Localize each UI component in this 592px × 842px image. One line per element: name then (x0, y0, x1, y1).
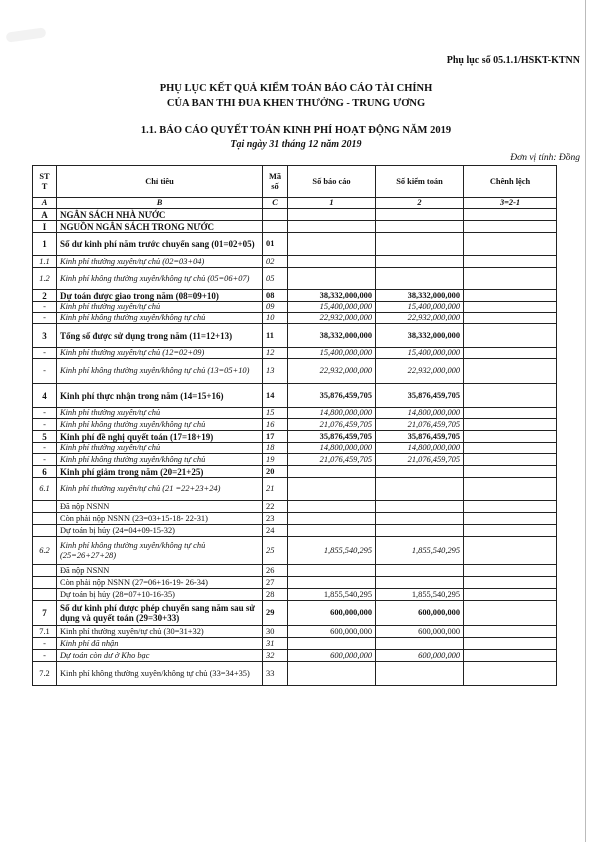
table-row (33, 454, 557, 466)
row-stt: A (33, 209, 57, 221)
row-so-kiem-toan: 22,932,000,000 (376, 359, 464, 384)
row-so-bao-cao (288, 525, 376, 537)
table-row (33, 466, 557, 478)
row-stt: - (33, 408, 57, 419)
row-chenh-lech (464, 577, 557, 589)
table-row (33, 513, 557, 525)
row-label: Kinh phí đã nhận (57, 638, 263, 650)
table-row (33, 662, 557, 686)
row-label: Kinh phí thực nhận trong năm (14=15+16) (57, 384, 263, 408)
row-so-bao-cao (288, 513, 376, 525)
row-so-bao-cao (288, 221, 376, 233)
row-label: Kinh phí giảm trong năm (20=21+25) (57, 466, 263, 478)
row-stt: 5 (33, 431, 57, 443)
code-chenh-lech: 3=2-1 (464, 198, 557, 209)
row-stt (33, 501, 57, 513)
row-label: Kinh phí không thường xuyên/không tự chủ (05=06+07) (57, 268, 263, 290)
row-so-kiem-toan (376, 209, 464, 221)
row-label: Còn phải nộp NSNN (27=06+16-19- 26-34) (57, 577, 263, 589)
row-so-bao-cao: 35,876,459,705 (288, 384, 376, 408)
row-label: Đã nộp NSNN (57, 501, 263, 513)
row-ma-so: 28 (263, 589, 288, 601)
table-row (33, 290, 557, 302)
table-row (33, 478, 557, 501)
row-stt: - (33, 650, 57, 662)
row-so-bao-cao (288, 501, 376, 513)
row-stt (33, 513, 57, 525)
table-header-row (33, 166, 557, 198)
row-label: Kinh phí thường xuyên/tự chủ (30=31+32) (57, 626, 263, 638)
table-row (33, 589, 557, 601)
row-so-bao-cao: 15,400,000,000 (288, 348, 376, 359)
row-ma-so: 23 (263, 513, 288, 525)
row-so-kiem-toan: 15,400,000,000 (376, 348, 464, 359)
row-chenh-lech (464, 209, 557, 221)
row-so-kiem-toan: 38,332,000,000 (376, 290, 464, 302)
row-chenh-lech (464, 348, 557, 359)
row-chenh-lech (464, 589, 557, 601)
table-row (33, 431, 557, 443)
row-chenh-lech (464, 233, 557, 256)
header-so-bao-cao: Số báo cáo (288, 166, 376, 198)
table-row (33, 525, 557, 537)
row-label: Kinh phí không thường xuyên/không tự chủ (13=05+10) (57, 359, 263, 384)
row-stt: 7.2 (33, 662, 57, 686)
row-stt: - (33, 359, 57, 384)
row-so-kiem-toan: 600,000,000 (376, 650, 464, 662)
row-stt (33, 589, 57, 601)
row-so-kiem-toan (376, 513, 464, 525)
row-ma-so: 08 (263, 290, 288, 302)
row-chenh-lech (464, 626, 557, 638)
row-chenh-lech (464, 359, 557, 384)
row-stt: 7.1 (33, 626, 57, 638)
row-ma-so: 24 (263, 525, 288, 537)
row-stt: - (33, 419, 57, 431)
row-label: Kinh phí không thường xuyên/không tự chủ (33=34+35) (57, 662, 263, 686)
row-chenh-lech (464, 384, 557, 408)
table-row (33, 313, 557, 324)
row-stt: - (33, 454, 57, 466)
row-so-kiem-toan (376, 638, 464, 650)
row-chenh-lech (464, 302, 557, 313)
table-row (33, 565, 557, 577)
row-so-bao-cao (288, 565, 376, 577)
document-title: PHỤ LỤC KẾT QUẢ KIỂM TOÁN BÁO CÁO TÀI CHÍNH (159, 83, 433, 94)
row-so-kiem-toan (376, 501, 464, 513)
row-ma-so: 32 (263, 650, 288, 662)
row-ma-so: 11 (263, 324, 288, 348)
row-so-bao-cao (288, 268, 376, 290)
row-so-kiem-toan (376, 256, 464, 268)
table-row (33, 209, 557, 221)
row-so-kiem-toan (376, 525, 464, 537)
row-ma-so: 18 (263, 443, 288, 454)
row-stt: - (33, 313, 57, 324)
header-chenh-lech: Chênh lệch (464, 166, 557, 198)
row-label: Đã nộp NSNN (57, 565, 263, 577)
row-ma-so: 33 (263, 662, 288, 686)
row-stt (33, 577, 57, 589)
row-label: Còn phải nộp NSNN (23=03+15-18- 22-31) (57, 513, 263, 525)
table-row (33, 537, 557, 565)
row-label: Dự toán bị hủy (24=04+09-15-32) (57, 525, 263, 537)
row-label: Kinh phí không thường xuyên/không tự chủ (57, 454, 263, 466)
table-row (33, 408, 557, 419)
row-so-bao-cao (288, 209, 376, 221)
row-chenh-lech (464, 313, 557, 324)
row-stt: 7 (33, 601, 57, 626)
row-so-bao-cao: 21,076,459,705 (288, 419, 376, 431)
table-row (33, 638, 557, 650)
row-so-bao-cao: 600,000,000 (288, 601, 376, 626)
row-stt: - (33, 302, 57, 313)
row-so-kiem-toan: 15,400,000,000 (376, 302, 464, 313)
row-so-kiem-toan: 600,000,000 (376, 626, 464, 638)
row-so-kiem-toan: 35,876,459,705 (376, 431, 464, 443)
table-row (33, 501, 557, 513)
row-ma-so: 05 (263, 268, 288, 290)
row-chenh-lech (464, 454, 557, 466)
row-so-kiem-toan: 14,800,000,000 (376, 408, 464, 419)
header-stt: ST T (33, 166, 57, 198)
row-stt: 1.2 (33, 268, 57, 290)
row-label: Số dư kinh phí được phép chuyển sang năm sau sử dụng và quyết toán (29=30+33) (57, 601, 263, 626)
row-ma-so: 09 (263, 302, 288, 313)
row-so-kiem-toan (376, 221, 464, 233)
scan-smudge (5, 27, 46, 42)
row-so-bao-cao (288, 233, 376, 256)
row-ma-so (263, 209, 288, 221)
currency-unit: Đơn vị tính: Đồng (510, 153, 580, 163)
row-ma-so: 16 (263, 419, 288, 431)
row-chenh-lech (464, 565, 557, 577)
code-kiem-toan: 2 (376, 198, 464, 209)
row-ma-so: 17 (263, 431, 288, 443)
row-label: Kinh phí không thường xuyên/không tự chủ (57, 313, 263, 324)
report-title: 1.1. BÁO CÁO QUYẾT TOÁN KINH PHÍ HOẠT ĐỘNG NĂM 2019 (140, 125, 452, 136)
row-so-bao-cao: 1,855,540,295 (288, 589, 376, 601)
row-ma-so: 15 (263, 408, 288, 419)
row-chenh-lech (464, 268, 557, 290)
row-so-kiem-toan (376, 268, 464, 290)
code-ma-so: C (263, 198, 288, 209)
row-so-kiem-toan: 21,076,459,705 (376, 419, 464, 431)
row-so-bao-cao: 38,332,000,000 (288, 290, 376, 302)
row-chenh-lech (464, 501, 557, 513)
row-stt (33, 565, 57, 577)
appendix-reference: Phụ lục số 05.1.1/HSKT-KTNN (446, 55, 580, 66)
row-stt: 2 (33, 290, 57, 302)
row-label: Dự toán còn dư ở Kho bạc (57, 650, 263, 662)
row-stt: 6.1 (33, 478, 57, 501)
table-row (33, 443, 557, 454)
row-chenh-lech (464, 290, 557, 302)
row-chenh-lech (464, 221, 557, 233)
row-so-bao-cao: 15,400,000,000 (288, 302, 376, 313)
row-label: Kinh phí đề nghị quyết toán (17=18+19) (57, 431, 263, 443)
row-ma-so: 25 (263, 537, 288, 565)
table-row (33, 221, 557, 233)
table-row (33, 256, 557, 268)
row-so-kiem-toan: 35,876,459,705 (376, 384, 464, 408)
table-row (33, 384, 557, 408)
row-so-kiem-toan: 21,076,459,705 (376, 454, 464, 466)
row-so-bao-cao: 35,876,459,705 (288, 431, 376, 443)
row-so-bao-cao: 22,932,000,000 (288, 313, 376, 324)
table-code-row (33, 198, 557, 209)
document-subtitle: CỦA BAN THI ĐUA KHEN THƯỞNG - TRUNG ƯƠNG (166, 98, 426, 109)
row-label: Kinh phí thường xuyên/tự chủ (12=02+09) (57, 348, 263, 359)
row-ma-so: 02 (263, 256, 288, 268)
header-so-kiem-toan: Số kiểm toán (376, 166, 464, 198)
row-stt: 1.1 (33, 256, 57, 268)
row-so-bao-cao: 22,932,000,000 (288, 359, 376, 384)
code-chi-tieu: B (57, 198, 263, 209)
row-so-kiem-toan (376, 233, 464, 256)
row-so-bao-cao (288, 638, 376, 650)
row-chenh-lech (464, 324, 557, 348)
row-ma-so: 13 (263, 359, 288, 384)
row-chenh-lech (464, 513, 557, 525)
row-label: Kinh phí thường xuyên/tự chủ (57, 443, 263, 454)
row-label: Kinh phí không thường xuyên/không tự chủ (25=26+27+28) (57, 537, 263, 565)
header-ma-so: Mã số (263, 166, 288, 198)
row-stt: - (33, 348, 57, 359)
table-row (33, 419, 557, 431)
row-chenh-lech (464, 431, 557, 443)
row-chenh-lech (464, 638, 557, 650)
code-stt: A (33, 198, 57, 209)
row-chenh-lech (464, 650, 557, 662)
row-so-bao-cao: 600,000,000 (288, 650, 376, 662)
row-ma-so: 14 (263, 384, 288, 408)
row-chenh-lech (464, 537, 557, 565)
table-row (33, 268, 557, 290)
row-so-kiem-toan (376, 662, 464, 686)
row-stt: 1 (33, 233, 57, 256)
code-bao-cao: 1 (288, 198, 376, 209)
row-stt: 4 (33, 384, 57, 408)
row-so-kiem-toan (376, 478, 464, 501)
row-chenh-lech (464, 256, 557, 268)
row-ma-so: 31 (263, 638, 288, 650)
row-label: Dự toán được giao trong năm (08=09+10) (57, 290, 263, 302)
table-row (33, 359, 557, 384)
row-ma-so: 01 (263, 233, 288, 256)
row-chenh-lech (464, 525, 557, 537)
table-row (33, 601, 557, 626)
row-ma-so: 27 (263, 577, 288, 589)
row-so-kiem-toan: 22,932,000,000 (376, 313, 464, 324)
row-so-kiem-toan: 1,855,540,295 (376, 537, 464, 565)
row-so-kiem-toan (376, 466, 464, 478)
row-so-kiem-toan: 14,800,000,000 (376, 443, 464, 454)
row-label: Kinh phí thường xuyên/tự chủ (21 =22+23+24) (57, 478, 263, 501)
row-stt: 3 (33, 324, 57, 348)
table-row (33, 348, 557, 359)
row-stt (33, 525, 57, 537)
table-row (33, 302, 557, 313)
row-so-bao-cao: 14,800,000,000 (288, 408, 376, 419)
row-label: Kinh phí thường xuyên/tự chủ (02=03+04) (57, 256, 263, 268)
row-so-bao-cao: 600,000,000 (288, 626, 376, 638)
row-ma-so (263, 221, 288, 233)
row-ma-so: 22 (263, 501, 288, 513)
row-stt: - (33, 443, 57, 454)
row-label: Kinh phí thường xuyên/tự chủ (57, 408, 263, 419)
row-label: Tổng số được sử dụng trong năm (11=12+13) (57, 324, 263, 348)
table-row (33, 650, 557, 662)
row-so-bao-cao: 38,332,000,000 (288, 324, 376, 348)
row-label: Kinh phí thường xuyên/tự chủ (57, 302, 263, 313)
row-so-kiem-toan: 38,332,000,000 (376, 324, 464, 348)
row-ma-so: 30 (263, 626, 288, 638)
row-label: Số dư kinh phí năm trước chuyển sang (01=02+05) (57, 233, 263, 256)
row-so-bao-cao (288, 577, 376, 589)
row-so-bao-cao: 21,076,459,705 (288, 454, 376, 466)
table-row (33, 626, 557, 638)
row-chenh-lech (464, 419, 557, 431)
row-so-bao-cao (288, 466, 376, 478)
row-so-kiem-toan (376, 577, 464, 589)
row-so-bao-cao (288, 478, 376, 501)
row-stt: I (33, 221, 57, 233)
row-ma-so: 19 (263, 454, 288, 466)
row-label: Kinh phí không thường xuyên/không tự chủ (57, 419, 263, 431)
row-so-kiem-toan (376, 565, 464, 577)
row-chenh-lech (464, 601, 557, 626)
row-label: Dự toán bị hủy (28=07+10-16-35) (57, 589, 263, 601)
row-stt: 6.2 (33, 537, 57, 565)
table-row (33, 233, 557, 256)
row-ma-so: 21 (263, 478, 288, 501)
table-row (33, 577, 557, 589)
row-so-kiem-toan: 1,855,540,295 (376, 589, 464, 601)
row-chenh-lech (464, 478, 557, 501)
row-ma-so: 12 (263, 348, 288, 359)
table-row (33, 324, 557, 348)
row-chenh-lech (464, 408, 557, 419)
header-chi-tieu: Chỉ tiêu (57, 166, 263, 198)
row-label: NGÂN SÁCH NHÀ NƯỚC (57, 209, 263, 221)
row-ma-so: 10 (263, 313, 288, 324)
row-so-bao-cao (288, 256, 376, 268)
row-stt: - (33, 638, 57, 650)
row-ma-so: 29 (263, 601, 288, 626)
row-so-bao-cao (288, 662, 376, 686)
row-chenh-lech (464, 443, 557, 454)
row-chenh-lech (464, 662, 557, 686)
row-so-bao-cao: 1,855,540,295 (288, 537, 376, 565)
table-body (33, 209, 557, 686)
row-stt: 6 (33, 466, 57, 478)
settlement-table (32, 165, 557, 686)
row-label: NGUỒN NGÂN SÁCH TRONG NƯỚC (57, 221, 263, 233)
report-date: Tại ngày 31 tháng 12 năm 2019 (230, 139, 362, 150)
row-chenh-lech (464, 466, 557, 478)
row-so-bao-cao: 14,800,000,000 (288, 443, 376, 454)
row-ma-so: 20 (263, 466, 288, 478)
row-ma-so: 26 (263, 565, 288, 577)
row-so-kiem-toan: 600,000,000 (376, 601, 464, 626)
